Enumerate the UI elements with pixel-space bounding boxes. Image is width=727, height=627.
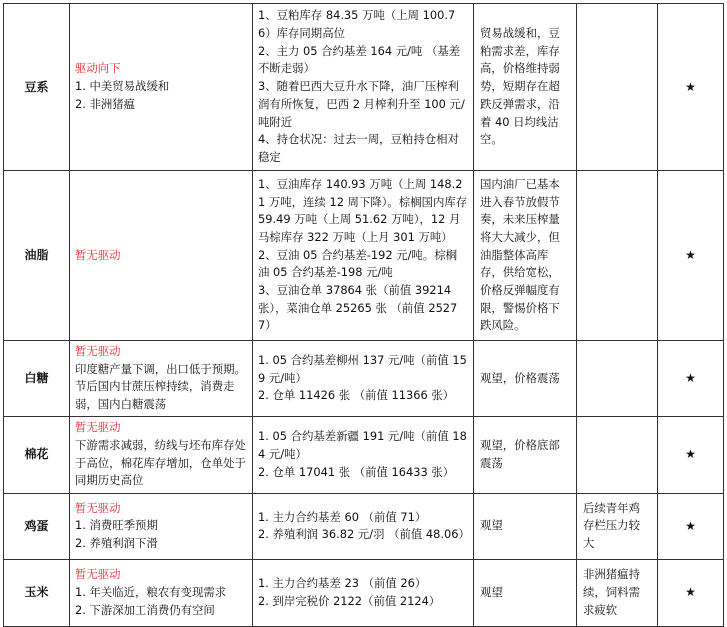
view-cell: 贸易战缓和，豆粕需求差，库存高，价格维持弱势，短期存在超跌反弹需求，沿着 40 日均线沽空。: [474, 4, 577, 171]
driver-line: 2. 非洲猪瘟: [75, 96, 136, 111]
fundamental-line: 2. 到岸完税价 2122（前值 2124）: [258, 593, 441, 608]
risk-cell: [577, 171, 658, 341]
fundamentals-cell: [253, 416, 474, 493]
view-cell: 观望，价格底部震荡: [474, 416, 577, 493]
driver-title: 暂无驱动: [75, 500, 121, 515]
driver-line: 1. 年关临近，粮农有变现需求: [75, 584, 227, 599]
risk-cell: [577, 341, 658, 417]
commodity-name: 油脂: [4, 171, 70, 341]
fundamental-line: 2、主力 05 合约基差 164 元/吨 （基差不断走弱）: [258, 43, 461, 76]
rating-star: ★: [658, 341, 724, 417]
driver-title: 暂无驱动: [75, 567, 121, 582]
fundamental-line: 3、随着巴西大豆升水下降，油厂压榨利润有所恢复，巴西 2 月榨利升至 100 元/吨附近: [258, 79, 465, 129]
fundamentals-cell: [253, 493, 474, 559]
rating-star: ★: [658, 416, 724, 493]
fundamental-line: 1. 主力合约基差 60 （前值 71）: [258, 509, 427, 524]
view-cell: 观望，价格震荡: [474, 341, 577, 417]
fundamental-line: 2、豆油 05 合约基差-192 元/吨。棕榈油 05 合约基差-198 元/吨: [258, 247, 457, 280]
fundamental-line: 2. 养殖利润 36.82 元/羽 （前值 48.06）: [258, 527, 470, 542]
driver-title: 暂无驱动: [75, 420, 121, 435]
commodity-name: 白糖: [4, 341, 70, 417]
view-cell: 观望: [474, 493, 577, 559]
commodity-name: 玉米: [4, 559, 70, 626]
table-row: [4, 493, 724, 559]
table-row: [4, 171, 724, 341]
risk-cell: [577, 4, 658, 171]
fundamentals-cell: [253, 4, 474, 171]
fundamental-line: 2. 仓单 17041 张 （前值 16433 张）: [258, 464, 455, 479]
risk-cell: 非洲猪瘟持续，饲料需求疲软: [577, 559, 658, 626]
rating-star: ★: [658, 493, 724, 559]
fundamentals-cell: [253, 341, 474, 417]
driver-line: 2. 下游深加工消费仍有空间: [75, 602, 215, 617]
driver-line: 1. 中美贸易战缓和: [75, 79, 170, 94]
fundamental-line: 1. 05 合约基差新疆 191 元/吨（前值 184 元/吨）: [258, 429, 467, 461]
driver-title: 暂无驱动: [75, 247, 121, 262]
table-row: [4, 341, 724, 417]
rating-star: ★: [658, 559, 724, 626]
view-cell: 国内油厂已基本进入春节放假节奏，未来压榨量将大大减少，但油脂整体高库存，供给宽松，价格反弹幅度有限，警惕价格下跌风险。: [474, 171, 577, 341]
commodity-name: 鸡蛋: [4, 493, 70, 559]
fundamental-line: 1、豆粕库存 84.35 万吨（上周 100.76）库存同期高位: [258, 8, 456, 41]
rating-star: ★: [658, 4, 724, 171]
fundamental-line: 4、持仓状况：过去一周，豆粕持仓相对稳定: [258, 132, 459, 164]
driver-line: 下游需求减弱，纺线与坯布库存处于高位，棉花库存增加，仓单处于同期历史高位: [75, 438, 246, 488]
driver-cell: [70, 559, 253, 626]
commodity-name: 棉花: [4, 416, 70, 493]
driver-title: 暂无驱动: [75, 344, 121, 358]
driver-cell: [70, 4, 253, 171]
risk-cell: 后续青年鸡存栏压力较大: [577, 493, 658, 559]
driver-line: 1. 消费旺季预期: [75, 518, 158, 533]
fundamental-line: 2. 仓单 11426 张 （前值 11366 张）: [258, 388, 455, 403]
commodity-table: [3, 3, 724, 627]
driver-title: 驱动向下: [75, 61, 121, 76]
driver-cell: [70, 416, 253, 493]
fundamental-line: 3、豆油仓单 37864 张（前值 39214 张），菜油仓单 25265 张 （前值 25277）: [258, 283, 458, 333]
table-row: [4, 559, 724, 626]
fundamentals-cell: [253, 559, 474, 626]
fundamental-line: 1. 05 合约基差柳州 137 元/吨（前值 159 元/吨）: [258, 352, 467, 385]
driver-cell: [70, 171, 253, 341]
driver-cell: [70, 341, 253, 417]
risk-cell: [577, 416, 658, 493]
rating-star: ★: [658, 171, 724, 341]
commodity-name: 豆系: [4, 4, 70, 171]
fundamental-line: 1、豆油库存 140.93 万吨（上周 148.21 万吨，连续 12 周下降）。棕榈国内库存 59.49 万吨（上周 51.62 万吨），12 月马棕库存 322 万吨（上月 301 万吨）: [258, 176, 468, 244]
fundamental-line: 1. 主力合约基差 23 （前值 26）: [258, 576, 427, 591]
table-row: [4, 4, 724, 171]
fundamentals-cell: [253, 171, 474, 341]
view-cell: 观望: [474, 559, 577, 626]
driver-line: 2. 养殖利润下滑: [75, 536, 158, 551]
driver-line: 印度糖产量下调，出口低于预期。节后国内甘蔗压榨持续，消费走弱，国内白糖震荡: [75, 361, 246, 412]
table-row: [4, 416, 724, 493]
driver-cell: [70, 493, 253, 559]
